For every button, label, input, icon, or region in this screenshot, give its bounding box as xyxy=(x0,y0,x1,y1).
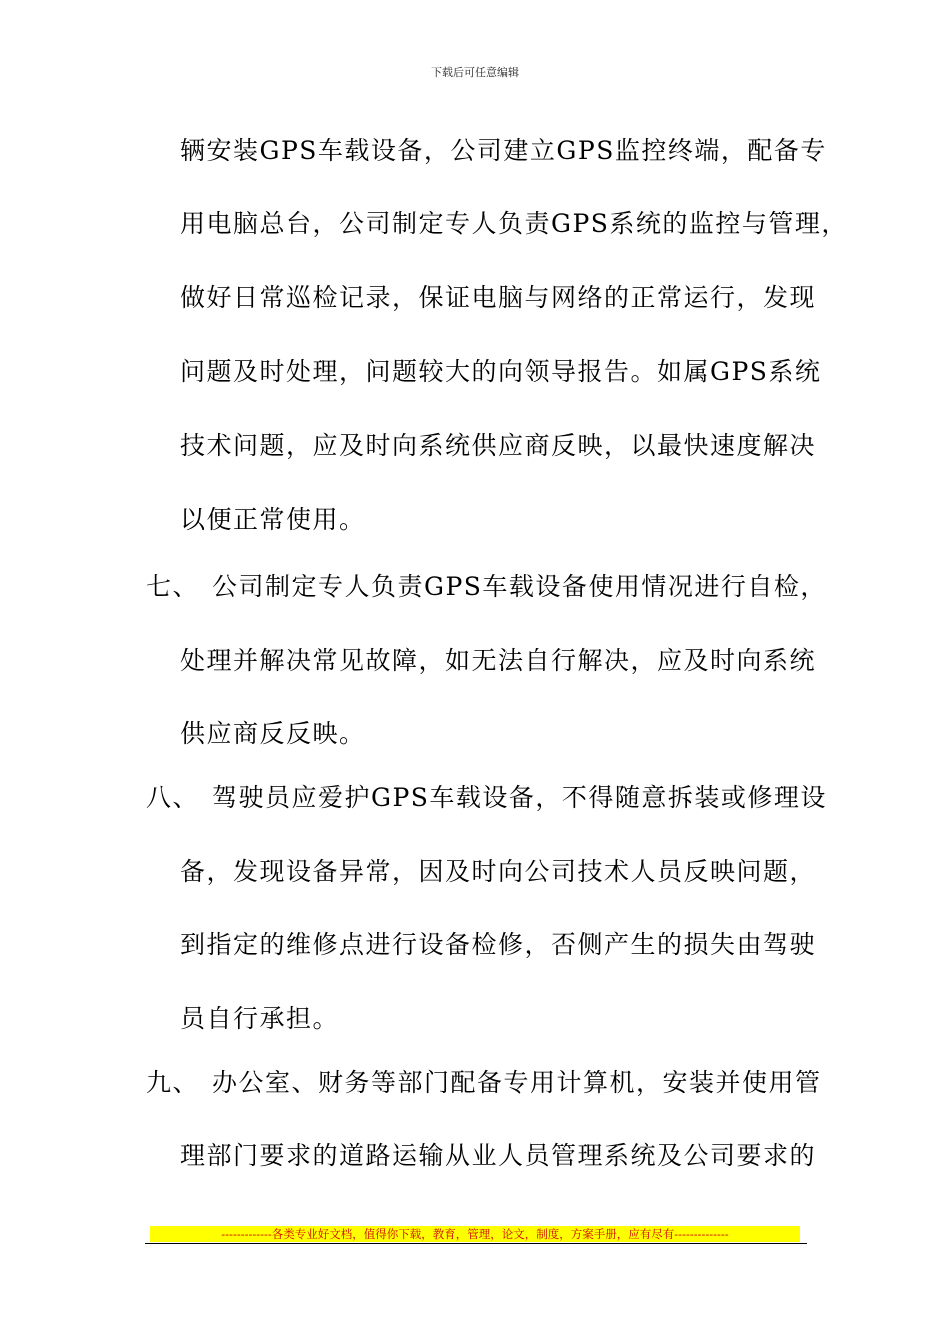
line-text: 驾驶员应爱护GPS车载设备，不得随意拆装或修理设 xyxy=(212,783,827,812)
list-marker: 七、 xyxy=(146,572,200,601)
line-text: 用电脑总台，公司制定专人负责GPS系统的监控与管理， xyxy=(180,209,848,238)
line-text: 做好日常巡检记录，保证电脑与网络的正常运行，发现 xyxy=(180,283,817,312)
line-text: 到指定的维修点进行设备检修，否侧产生的损失由驾驶 xyxy=(180,930,817,959)
list-marker: 九、 xyxy=(146,1068,200,1097)
line-text: 技术问题，应及时向系统供应商反映，以最快速度解决 xyxy=(180,431,817,460)
footer-banner: -------------各类专业好文档，值得你下载，教育，管理，论文，制度，方案手册，应有尽有-------------- xyxy=(150,1226,800,1242)
line-text: 问题及时处理，问题较大的向领导报告。如属GPS系统 xyxy=(180,357,822,386)
page-header: 下载后可任意编辑 xyxy=(431,66,519,79)
line-text: 辆安装GPS车载设备，公司建立GPS监控终端，配备专 xyxy=(180,136,827,165)
line-text: 处理并解决常见故障，如无法自行解决，应及时向系统 xyxy=(180,646,817,675)
line-text: 理部门要求的道路运输从业人员管理系统及公司要求的 xyxy=(180,1141,817,1170)
line-text: 备，发现设备异常，因及时向公司技术人员反映问题， xyxy=(180,857,817,886)
footer-divider xyxy=(145,1243,807,1244)
line-text: 办公室、财务等部门配备专用计算机，安装并使用管 xyxy=(212,1068,822,1097)
line-text: 公司制定专人负责GPS车载设备使用情况进行自检， xyxy=(212,572,827,601)
list-marker: 八、 xyxy=(146,783,200,812)
line-text: 以便正常使用。 xyxy=(180,505,366,534)
line-text: 员自行承担。 xyxy=(180,1004,340,1033)
line-text: 供应商反反映。 xyxy=(180,719,366,748)
